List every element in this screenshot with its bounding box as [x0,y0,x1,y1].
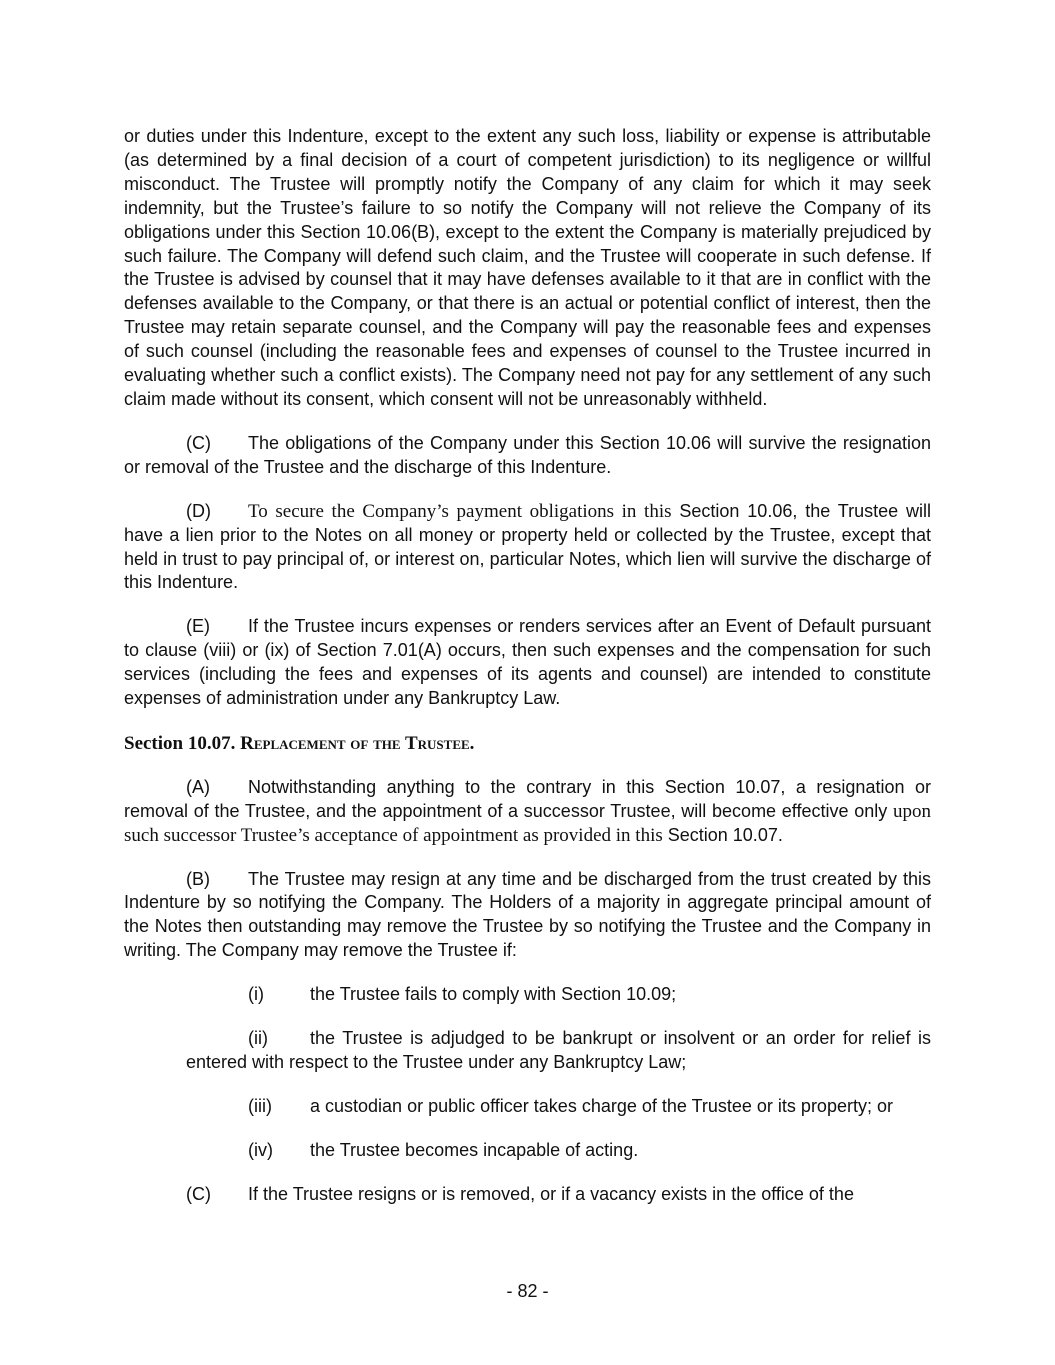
paragraph-continuation: or duties under this Indenture, except to the extent any such loss, liability or expense is attributable (as determined by a final decision of a court of competent jurisdiction) to its negligence or willful misconduct. The Trustee will promptly notify the Company of any claim for which it may seek indemnity, but the Trustee’s failure to so notify the Company will not relieve the Company of its obligations under this Section 10.06(B), except to the extent the Company is materially prejudiced by such failure. The Company will defend such claim, and the Trustee will cooperate in such defense. If the Trustee is advised by counsel that it may have defenses available to it that are in conflict with the defenses available to the Company, or that there is an actual or potential conflict of interest, then the Trustee may retain separate counsel, and the Company will pay the reasonable fees and expenses of such counsel (including the reasonable fees and expenses of counsel to the Trustee incurred in evaluating whether such a conflict exists). The Company need not pay for any settlement of any such claim made without its consent, which consent will not be unreasonably withheld. [124,126,931,409]
item-text: the Trustee is adjudged to be bankrupt or insolvent or an order for relief is entered with respect to the Trustee under any Bankruptcy Law; [186,1028,931,1072]
clause-label: (C) [186,432,211,453]
clause-text-serif: To secure the Company’s payment obligations in this [248,500,672,522]
item-text: the Trustee fails to comply with Section 10.09; [310,984,677,1005]
clause-text: Notwithstanding anything to the contrary in this Section 10.07, a resignation or removal of the Trustee, and the appointment of a successor Trustee, will become effective only [124,776,931,821]
clause-text: The obligations of the Company under this Section 10.06 will survive the resignation or removal of the Trustee and the discharge of this Indenture. [124,432,931,477]
list-item-ii [186,1027,931,1075]
clause-label: (E) [186,616,210,637]
paragraph-10-06-d [124,500,931,596]
clause-label: (B) [186,868,210,889]
section-number: Section 10.07. [124,732,236,754]
paragraph-10-07-a [124,776,931,848]
paragraph-10-07-b [124,868,931,964]
clause-text: Section 10.06, the Trustee will have a lien prior to the Notes on all money or property held or collected by the Trustee, except that held in trust to pay principal of, or interest on, particular Notes, which lien will survive the discharge of this Indenture. [124,500,932,593]
list-item-iv [248,1139,931,1163]
clause-label: (D) [186,500,211,521]
list-item-iii [248,1095,931,1119]
paragraph-10-06-e [124,615,931,711]
page-number: - 82 - [506,1281,549,1301]
clause-text: If the Trustee resigns or is removed, or if a vacancy exists in the office of the [248,1183,854,1204]
clause-label: (C) [186,1183,211,1204]
clause-text: If the Trustee incurs expenses or renders services after an Event of Default pursuant to clause (viii) or (ix) of Section 7.01(A) occurs, then such expenses and the compensation for such services (including the fees and expenses of its agents and counsel) are intended to constitute expenses of administration under any Bankruptcy Law. [124,616,931,709]
clause-label: (A) [186,776,210,797]
item-label: (i) [248,984,264,1005]
item-text: a custodian or public officer takes charge of the Trustee or its property; or [310,1095,893,1116]
list-item-i [248,983,931,1007]
item-text: the Trustee becomes incapable of acting. [310,1139,639,1160]
clause-text: The Trustee may resign at any time and be discharged from the trust created by this Indenture by so notifying the Company. The Holders of a majority in aggregate principal amount of the Notes then outstanding may remove the Trustee by so notifying the Trustee and the Company in writing. The Company may remove the Trustee if: [124,868,931,961]
section-title: Replacement of the Trustee. [240,732,475,754]
item-label: (ii) [248,1028,268,1049]
section-heading [124,732,931,756]
paragraph-10-07-c [124,1183,931,1207]
page-body [124,125,931,1207]
paragraph-10-06-c [124,432,931,480]
item-label: (iv) [248,1139,273,1160]
clause-text-serif: upon such successor Trustee’s acceptance of appointment as provided in this [124,800,931,846]
item-label: (iii) [248,1095,272,1116]
clause-text-end: Section 10.07. [662,824,783,845]
